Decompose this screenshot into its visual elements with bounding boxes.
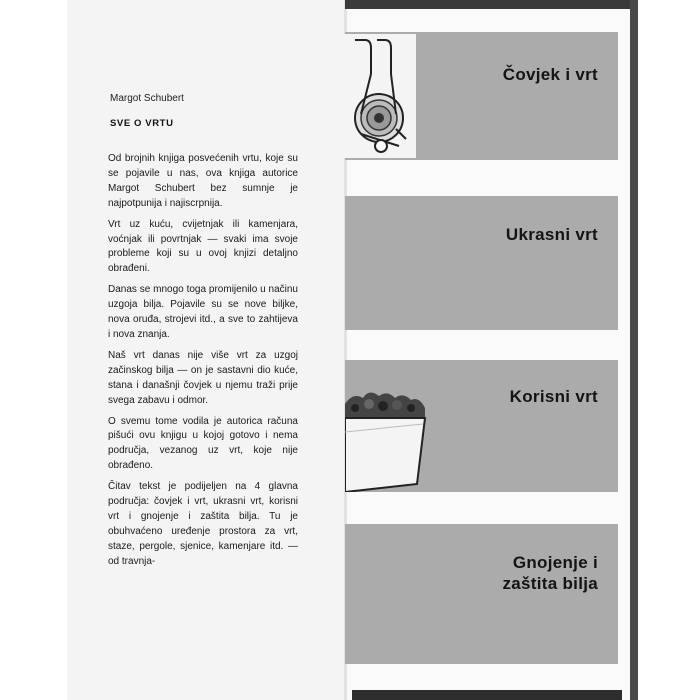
paragraph-3: Danas se mnogo toga promijenilo u načinu uzgoja bilja. Pojavile su se nove biljke, nova oruđa, strojevi itd., a sve to zahtijeva i nova znanja. xyxy=(108,284,298,340)
section-band-covjek-i-vrt xyxy=(345,32,618,160)
author-name: Margot Schubert xyxy=(110,93,184,104)
section-title-ukrasni-vrt: Ukrasni vrt xyxy=(505,225,598,244)
planter-box-icon xyxy=(345,388,427,492)
top-edge xyxy=(345,0,638,9)
right-edge xyxy=(630,0,638,700)
paragraph-5: O svemu tome vodila je autorica računa pišući ovu knjigu u kojoj gotovo i nema područja, vezanog uz vrt, koje nije obrađeno. xyxy=(108,415,298,472)
section-band-ukrasni-vrt xyxy=(345,196,618,330)
section-title-covjek-i-vrt: Čovjek i vrt xyxy=(502,65,598,84)
section-band-gnojenje xyxy=(345,524,618,664)
bottom-edge xyxy=(352,690,622,700)
description-text xyxy=(108,152,298,576)
paragraph-6: Čitav tekst je podijeljen na 4 glavna područja: čovjek i vrt, ukrasni vrt, korisni vrt i gnojenje i zaštita bilja. Tu je obuhvaćeno uređenje prostora za vrt, staze, pergole, sjenice, kamenjare itd. — od travnja- xyxy=(108,481,298,567)
section-title-gnojenje-line2: zaštita bilja xyxy=(502,574,598,593)
section-title-gnojenje-line1: Gnojenje i xyxy=(512,553,598,572)
section-band-korisni-vrt xyxy=(345,360,618,492)
section-title-gnojenje xyxy=(502,552,598,594)
book-title: SVE O VRTU xyxy=(110,118,174,129)
paragraph-2: Vrt uz kuću, cvijetnjak ili kamenjara, voćnjak ili povrtnjak — svaki ima svoje probleme koji su u ovoj knjizi detaljno obrađeni. xyxy=(108,218,298,275)
paragraph-4: Naš vrt danas nije više vrt za uzgoj začinskog bilja — on je sastavni dio kuće, stana i današnji čovjek u njemu traži prije svega zabavu i odmor. xyxy=(108,349,298,406)
paragraph-1: Od brojnih knjiga posvećenih vrtu, koje su se pojavile u nas, ova knjiga autorice Margot Schubert bez sumnje je najpotpunija i najiscrpnija. xyxy=(108,153,298,209)
section-title-korisni-vrt: Korisni vrt xyxy=(509,387,598,406)
hose-reel-cart-icon xyxy=(341,34,416,158)
